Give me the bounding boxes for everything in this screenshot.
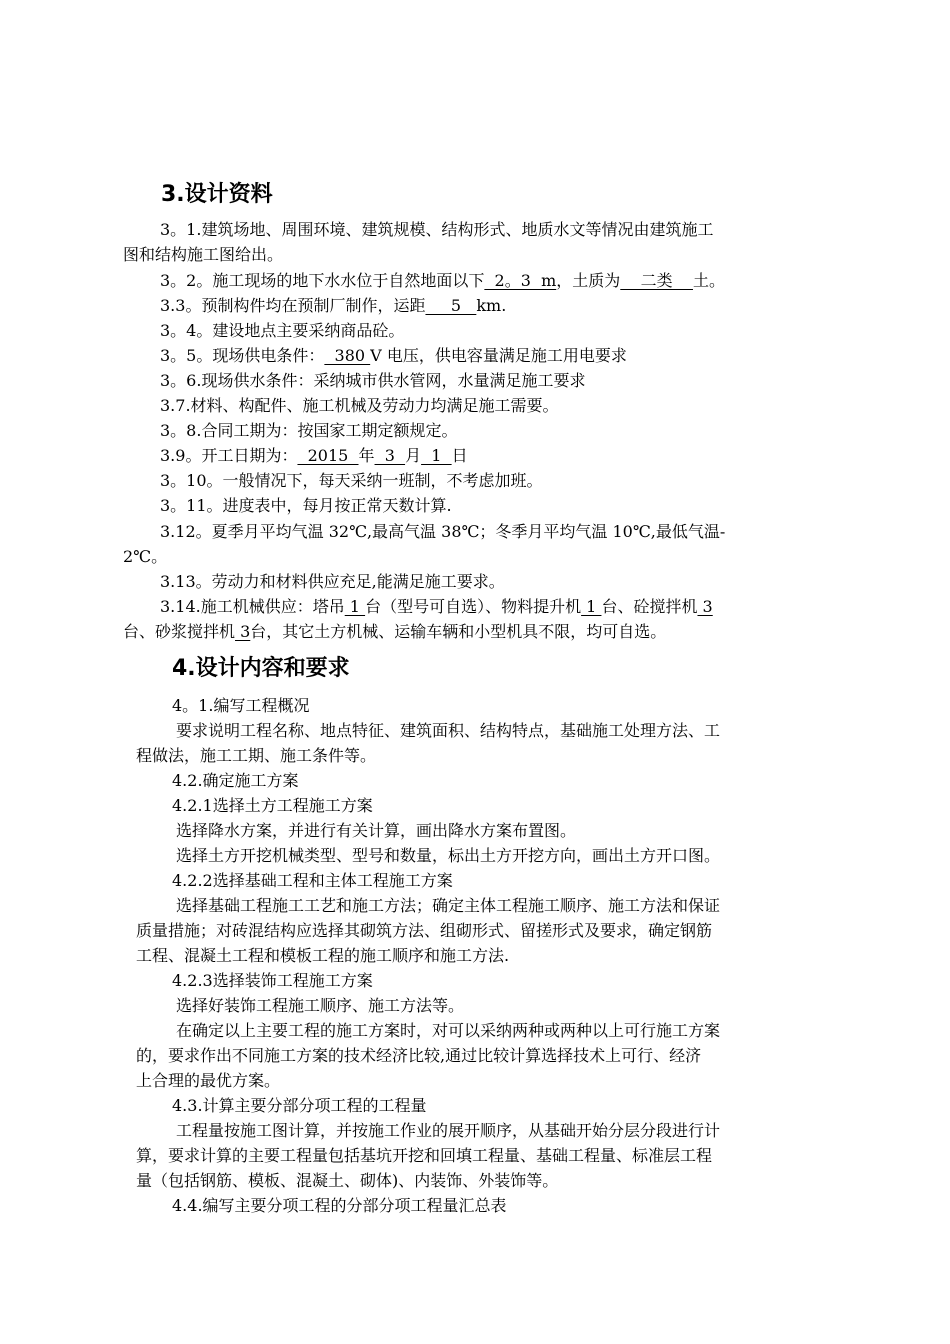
item-4-2-1-desc-line1: 选择降水方案，并进行有关计算，画出降水方案布置图。 xyxy=(176,821,577,840)
text: 台，其它土方机械、运输车辆和小型机具不限，均可自选。 xyxy=(250,622,667,641)
item-4-2-3-desc-line2: 在确定以上主要工程的施工方案时，对可以采纳两种或两种以上可行施工方案 xyxy=(176,1021,721,1040)
haul-distance: 5 xyxy=(425,296,477,315)
concrete-mixer-count: 3 xyxy=(697,597,713,616)
paragraph-3-5 xyxy=(160,344,627,368)
item-4-1: 4。1.编写工程概况 xyxy=(172,696,310,715)
paragraph-3-12-line1: 3.12。夏季月平均气温 32℃,最高气温 38℃；冬季月平均气温 10℃,最低气温- xyxy=(160,522,726,541)
tower-crane-count: 1 xyxy=(344,597,366,616)
text: 月 xyxy=(405,446,422,465)
paragraph-3-1-line1: 3。1.建筑场地、周围环境、建筑规模、结构形式、地质水文等情况由建筑施工 xyxy=(160,220,714,239)
item-4-4: 4.4.编写主要分项工程的分部分项工程量汇总表 xyxy=(172,1196,507,1215)
paragraph-3-14-line1 xyxy=(160,595,713,619)
paragraph-3-4: 3。4。建设地点主要采纳商品砼。 xyxy=(160,321,405,340)
item-4-3: 4.3.计算主要分部分项工程的工程量 xyxy=(172,1096,427,1115)
item-4-3-desc-line1: 工程量按施工图计算，并按施工作业的展开顺序，从基础开始分层分段进行计 xyxy=(176,1121,721,1140)
section-3-title: 3.设计资料 xyxy=(161,182,273,207)
paragraph-3-2 xyxy=(160,269,725,293)
start-day: 1 xyxy=(421,446,452,465)
item-4-2-1-desc-line2: 选择土方开挖机械类型、型号和数量，标出土方开挖方向，画出土方开口图。 xyxy=(176,846,721,865)
item-4-2-3-desc-line1: 选择好装饰工程施工顺序、施工方法等。 xyxy=(176,996,465,1015)
paragraph-3-7: 3.7.材料、构配件、施工机械及劳动力均满足施工需要。 xyxy=(160,396,559,415)
paragraph-3-12-line2: 2℃。 xyxy=(123,547,168,566)
start-year: 2015 xyxy=(297,446,359,465)
text: 3。2。施工现场的地下水水位于自然地面以下 xyxy=(160,271,485,290)
text: 年 xyxy=(358,446,375,465)
text: 3.14.施工机械供应：塔吊 xyxy=(160,597,345,616)
text: 台、砼搅拌机 xyxy=(601,597,698,616)
paragraph-3-10: 3。10。一般情况下，每天采纳一班制，不考虑加班。 xyxy=(160,471,543,490)
paragraph-3-6: 3。6.现场供水条件：采纳城市供水管网，水量满足施工要求 xyxy=(160,371,586,390)
text: 3.3。预制构件均在预制厂制作，运距 xyxy=(160,296,426,315)
paragraph-3-11: 3。11。进度表中，每月按正常天数计算. xyxy=(160,496,452,515)
voltage: 380 xyxy=(324,346,371,365)
hoist-count: 1 xyxy=(581,597,602,616)
paragraph-3-9 xyxy=(160,444,468,468)
item-4-2-2-desc-line1: 选择基础工程施工工艺和施工方法；确定主体工程施工顺序、施工方法和保证 xyxy=(176,896,721,915)
item-4-2-3: 4.2.3选择装饰工程施工方案 xyxy=(172,971,373,990)
text: 台、砂浆搅拌机 xyxy=(123,622,236,641)
item-4-2-2-desc-line3: 工程、混凝土工程和模板工程的施工顺序和施工方法. xyxy=(136,946,510,965)
text: 台（型号可自选）、物料提升机 xyxy=(365,597,582,616)
item-4-1-desc-line2: 程做法，施工工期、施工条件等。 xyxy=(136,746,377,765)
paragraph-3-1-line2: 图和结构施工图给出。 xyxy=(123,245,284,264)
mortar-mixer-count: 3 xyxy=(235,622,251,641)
start-month: 3 xyxy=(374,446,406,465)
soil-class: 二类 xyxy=(620,271,693,290)
text: V 电压，供电容量满足施工用电要求 xyxy=(370,346,627,365)
paragraph-3-3 xyxy=(160,294,506,318)
item-4-2-3-desc-line3: 的，要求作出不同施工方案的技术经济比较,通过比较计算选择技术上可行、经济 xyxy=(136,1046,702,1065)
text: 日 xyxy=(451,446,468,465)
item-4-2-2-desc-line2: 质量措施；对砖混结构应选择其砌筑方法、组砌形式、留搓形式及要求，确定钢筋 xyxy=(136,921,713,940)
item-4-2: 4.2.确定施工方案 xyxy=(172,771,299,790)
text: km. xyxy=(476,296,507,315)
text: 土。 xyxy=(692,271,725,290)
text: ，土质为 xyxy=(556,271,621,290)
paragraph-3-13: 3.13。劳动力和材料供应充足,能满足施工要求。 xyxy=(160,572,505,591)
item-4-3-desc-line2: 算，要求计算的主要工程量包括基坑开挖和回填工程量、基础工程量、标准层工程 xyxy=(136,1146,713,1165)
item-4-2-1: 4.2.1选择土方工程施工方案 xyxy=(172,796,373,815)
text: 3。5。现场供电条件： xyxy=(160,346,325,365)
item-4-2-2: 4.2.2选择基础工程和主体工程施工方案 xyxy=(172,871,453,890)
item-4-1-desc-line1: 要求说明工程名称、地点特征、建筑面积、结构特点，基础施工处理方法、工 xyxy=(176,721,721,740)
paragraph-3-8: 3。8.合同工期为：按国家工期定额规定。 xyxy=(160,421,458,440)
item-4-2-3-desc-line4: 上合理的最优方案。 xyxy=(136,1071,281,1090)
item-4-3-desc-line3: 量（包括钢筋、模板、混凝土、砌体)、内装饰、外装饰等。 xyxy=(136,1171,559,1190)
text: 3.9。开工日期为： xyxy=(160,446,298,465)
paragraph-3-14-line2 xyxy=(123,620,666,644)
section-4-title: 4.设计内容和要求 xyxy=(172,656,350,681)
groundwater-depth: 2。3 m xyxy=(484,271,557,290)
